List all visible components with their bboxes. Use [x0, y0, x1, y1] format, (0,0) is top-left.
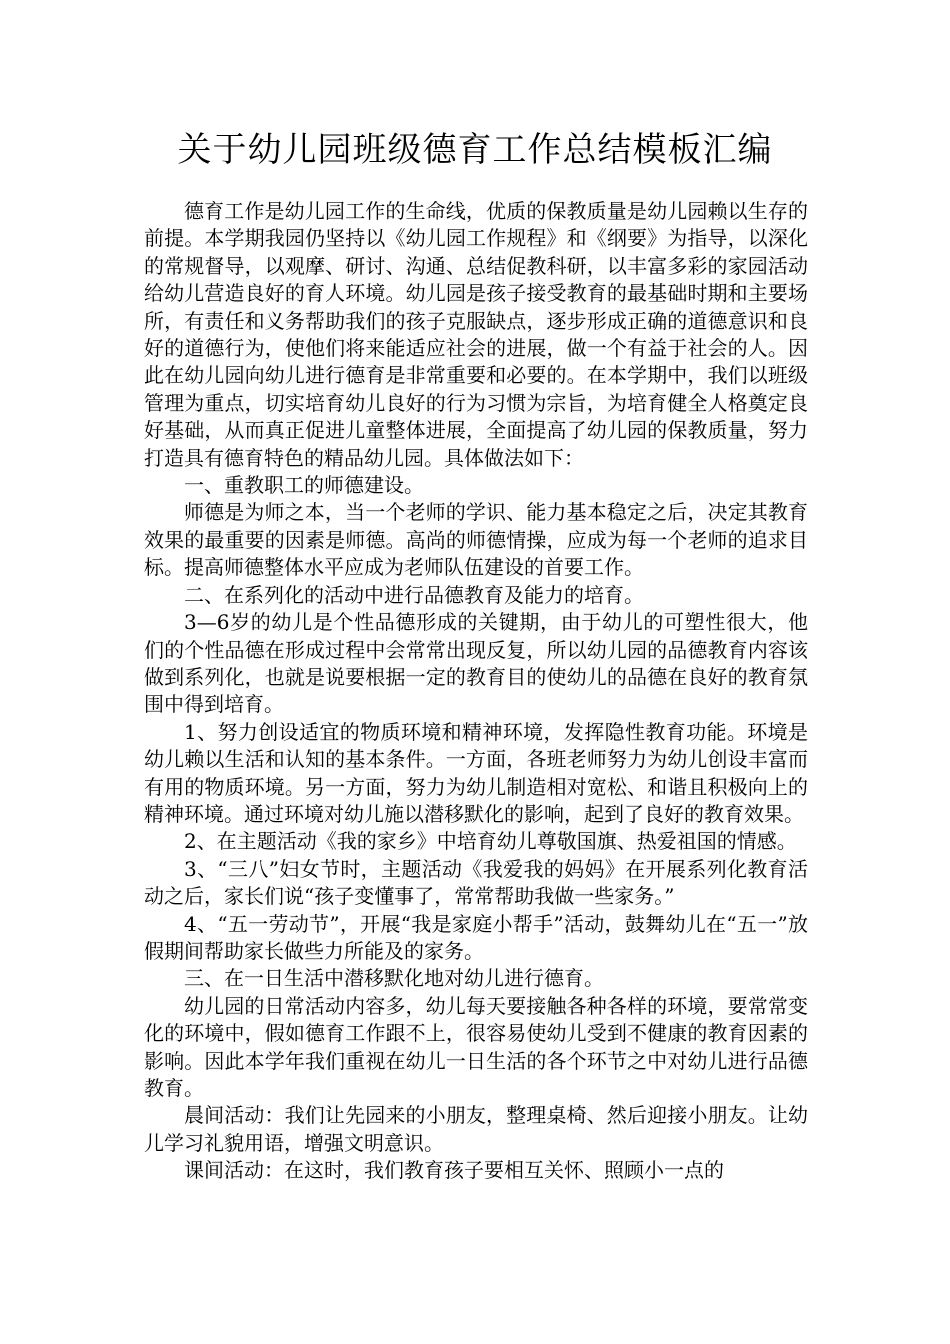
paragraph-break-time: 课间活动：在这时，我们教育孩子要相互关怀、照顾小一点的 — [184, 1158, 724, 1183]
document-title: 关于幼儿园班级德育工作总结模板汇编 — [177, 130, 773, 170]
document-body — [144, 198, 808, 1185]
paragraph-key-period: 3—6岁的幼儿是个性品德形成的关键期，由于幼儿的可塑性很大，他们的个性品德在形成过程中会常常出现反复，所以幼儿园的品德教育内容该做到系列化，也就是说要根据一定的教育目的使幼儿的品德在良好的教育氛围中得到培育。 — [144, 610, 808, 717]
list-item-2: 2、在主题活动《我的家乡》中培育幼儿尊敬国旗、热爱祖国的情感。 — [184, 829, 797, 854]
paragraph-teacher-ethics: 师德是为师之本，当一个老师的学识、能力基本稳定之后，决定其教育效果的最重要的因素是师德。高尚的师德情操，应成为每一个老师的追求目标。提高师德整体水平应成为老师队伍建设的首要工作。 — [144, 500, 808, 580]
paragraph-morning: 晨间活动：我们让先园来的小朋友，整理桌椅、然后迎接小朋友。让幼儿学习礼貌用语，增强文明意识。 — [144, 1103, 808, 1155]
section-heading-2: 二、在系列化的活动中进行品德教育及能力的培育。 — [184, 582, 644, 607]
paragraph-intro: 德育工作是幼儿园工作的生命线，优质的保教质量是幼儿园赖以生存的前提。本学期我园仍坚持以《幼儿园工作规程》和《纲要》为指导，以深化的常规督导，以观摩、研讨、沟通、总结促教科研，以丰富多彩的家园活动给幼儿营造良好的育人环境。幼儿园是孩子接受教育的最基础时期和主要场所，有责任和义务帮助我们的孩子克服缺点，逐步形成正确的道德意识和良好的道德行为，使他们将来能适应社会的进展，做一个有益于社会的人。因此在幼儿园向幼儿进行德育是非常重要和必要的。在本学期中，我们以班级管理为重点，切实培育幼儿良好的行为习惯为宗旨，为培育健全人格奠定良好基础，从而真正促进儿童整体进展，全面提高了幼儿园的保教质量，努力打造具有德育特色的精品幼儿园。具体做法如下： — [144, 199, 808, 470]
section-heading-3: 三、在一日生活中潜移默化地对幼儿进行德育。 — [184, 966, 604, 991]
list-item-4: 4、“五一劳动节”，开展“我是家庭小帮手”活动，鼓舞幼儿在“五一”放假期间帮助家长做些力所能及的家务。 — [144, 911, 808, 963]
paragraph-daily-activities: 幼儿园的日常活动内容多，幼儿每天要接触各种各样的环境，要常常变化的环境中，假如德育工作跟不上，很容易使幼儿受到不健康的教育因素的影响。因此本学年我们重视在幼儿一日生活的各个环节之中对幼儿进行品德教育。 — [144, 993, 808, 1100]
section-heading-1: 一、重教职工的师德建设。 — [184, 473, 424, 498]
list-item-1: 1、努力创设适宜的物质环境和精神环境，发挥隐性教育功能。环境是幼儿赖以生活和认知的基本条件。一方面，各班老师努力为幼儿创设丰富而有用的物质环境。另一方面，努力为幼儿制造相对宽松、和谐且积极向上的精神环境。通过环境对幼儿施以潜移默化的影响，起到了良好的教育效果。 — [144, 719, 808, 826]
list-item-3: 3、“三八”妇女节时，主题活动《我爱我的妈妈》在开展系列化教育活动之后，家长们说“孩子变懂事了，常常帮助我做一些家务。” — [144, 856, 808, 909]
